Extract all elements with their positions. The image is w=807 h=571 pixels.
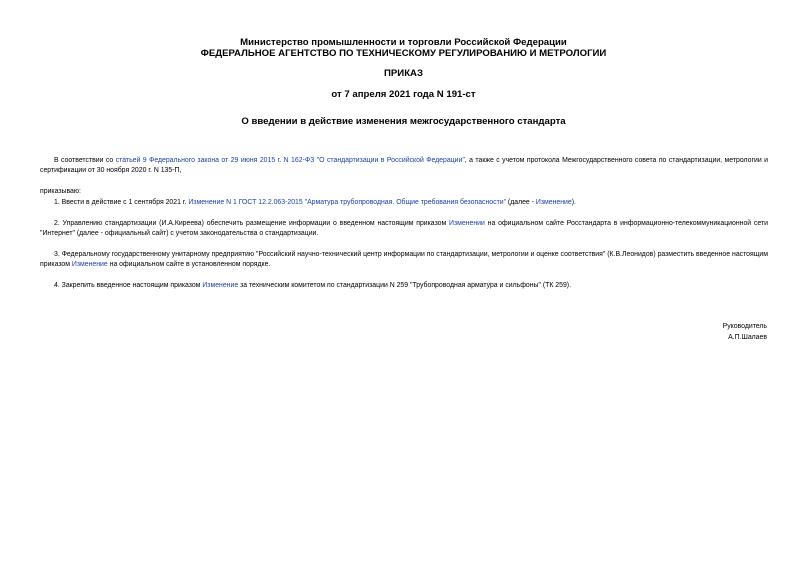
order-item-3 bbox=[40, 250, 768, 270]
order-item-1 bbox=[40, 198, 768, 208]
order-subject: О введении в действие изменения межгосударственного стандарта bbox=[241, 116, 566, 127]
item-4-prefix: 4. Закрепить введенное настоящим приказом bbox=[54, 282, 203, 289]
change-short-link[interactable]: Изменение bbox=[535, 199, 572, 206]
item-2-change-link[interactable]: Изменении bbox=[449, 220, 485, 227]
signature-name: А.П.Шалаев bbox=[728, 334, 767, 341]
intro-prefix: В соответствии со bbox=[54, 157, 116, 164]
order-date: от 7 апреля 2021 года N 191-ст bbox=[331, 89, 476, 100]
item-2-suffix: на официальном сайте Росстандарта в информационно-телекоммуникационной сети "Интернет" (далее - официальный сайт) с учетом законодательства о стандартизации. bbox=[40, 220, 768, 237]
item-3-prefix: 3. Федеральному государственному унитарному предприятию "Российский научно-технический центр информации по стандартизации, метрологии и оценке соответствия" (К.В.Леонидов) разместить введенное настоящим приказом bbox=[40, 251, 768, 268]
intro-suffix: , а также с учетом протокола Межгосударственного совета по стандартизации, метрологии и сертификации от 30 ноября 2020 г. N 135-П, bbox=[40, 157, 768, 174]
item-4-suffix: за техническим комитетом по стандартизации N 259 "Трубопроводная арматура и сильфоны" (ТК 259). bbox=[238, 282, 571, 289]
order-title: ПРИКАЗ bbox=[384, 68, 423, 79]
law-link[interactable]: статьей 9 Федерального закона от 29 июня 2015 г. N 162-ФЗ "О стандартизации в Российской Федерации" bbox=[115, 157, 465, 164]
item-1-mid: (далее - bbox=[506, 199, 536, 206]
orders-label: приказываю: bbox=[40, 188, 81, 195]
agency-name: ФЕДЕРАЛЬНОЕ АГЕНТСТВО ПО ТЕХНИЧЕСКОМУ РЕГУЛИРОВАНИЮ И МЕТРОЛОГИИ bbox=[200, 48, 607, 59]
item-3-suffix: на официальном сайте в установленном порядке. bbox=[107, 261, 271, 268]
item-1-prefix: 1. Ввести в действие с 1 сентября 2021 г. bbox=[54, 199, 189, 206]
order-item-4 bbox=[40, 281, 768, 291]
change-document-link[interactable]: Изменение N 1 ГОСТ 12.2.063-2015 "Арматура трубопроводная. Общие требования безопасности" bbox=[188, 199, 507, 206]
item-4-change-link[interactable]: Изменение bbox=[202, 282, 239, 289]
ministry-name: Министерство промышленности и торговли Российской Федерации bbox=[240, 37, 567, 48]
item-2-prefix: 2. Управлению стандартизации (И.А.Киреева) обеспечить размещение информации о введенном настоящим приказом bbox=[54, 220, 450, 227]
item-3-change-link[interactable]: Изменение bbox=[71, 261, 108, 268]
order-item-2 bbox=[40, 219, 768, 239]
signature-title: Руководитель bbox=[722, 323, 767, 330]
item-1-suffix: ). bbox=[571, 199, 576, 206]
intro-paragraph bbox=[40, 156, 768, 176]
